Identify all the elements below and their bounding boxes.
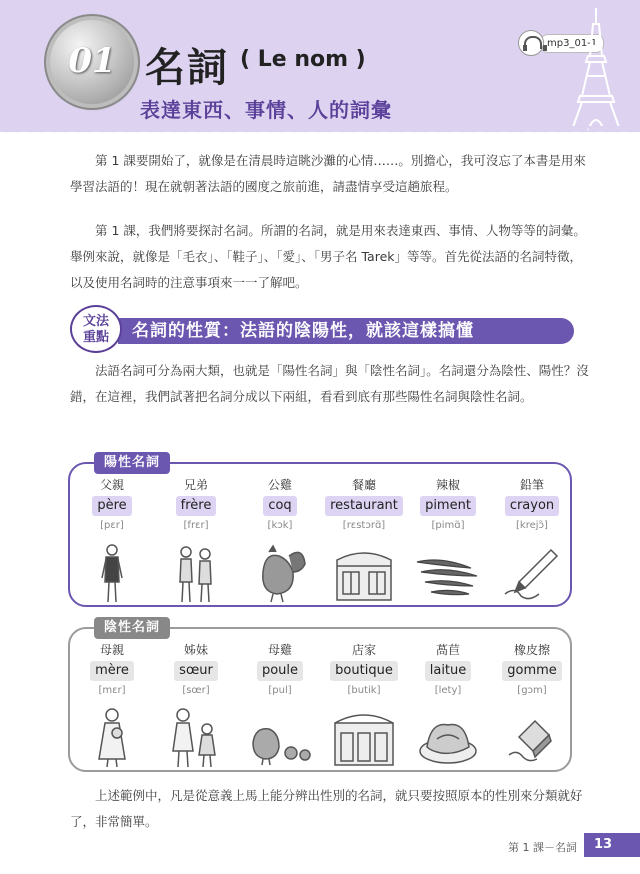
lesson-badge — [50, 20, 134, 104]
brothers-illustration — [159, 542, 233, 604]
noun-chinese: 店家 — [351, 643, 376, 657]
noun-pronunciation: [lety] — [434, 685, 462, 696]
noun-french: frère — [176, 496, 217, 516]
restaurant-illustration — [327, 542, 401, 604]
noun-french: laitue — [425, 661, 472, 681]
noun-item — [70, 641, 154, 773]
father-illustration — [75, 542, 149, 604]
noun-chinese: 鉛筆 — [519, 478, 544, 492]
eiffel-tower-icon — [566, 6, 626, 132]
grammar-paragraph: 法語名詞可分為兩大類，也就是「陽性名詞」與「陰性名詞」。名詞還分為陰性、陽性？沒錯，在這裡，我們試著把名詞分成以下兩組，看看到底有那些陽性名詞與陰性名詞。 — [70, 363, 589, 404]
noun-item — [490, 641, 574, 773]
pencil-illustration — [495, 542, 569, 604]
noun-item — [70, 476, 154, 608]
noun-pronunciation: [butik] — [347, 685, 381, 696]
noun-item — [406, 476, 490, 608]
noun-french: boutique — [330, 661, 398, 681]
noun-french: mère — [90, 661, 134, 681]
lesson-number: 01 — [68, 41, 116, 81]
grammar-tag-line-1: 文法 — [82, 314, 109, 329]
grammar-tag-line-2: 重點 — [82, 330, 109, 345]
noun-pronunciation: [krejɔ̃] — [516, 520, 548, 531]
audio-track-label: mp3_01-1 — [540, 34, 604, 53]
noun-chinese: 姊妹 — [183, 643, 208, 657]
noun-chinese: 辣椒 — [435, 478, 460, 492]
noun-chinese: 公雞 — [267, 478, 292, 492]
noun-chinese: 萵苣 — [435, 643, 460, 657]
chapter-header — [0, 0, 640, 132]
noun-pronunciation: [mɛr] — [98, 685, 126, 696]
noun-item — [154, 641, 238, 773]
noun-french: gomme — [502, 661, 562, 681]
lettuce-illustration — [411, 707, 485, 769]
intro-paragraph-2: 第 1 課，我們將要探討名詞。所謂的名詞，就是用來表達東西、事情、人物等等的詞彙。舉例來說，就像是「毛衣」、「鞋子」、「愛」、「男子名 Tarek」等等。首先從法語的名詞特徵，以及使用名詞時的注意事項來一一了解吧。 — [70, 223, 586, 290]
noun-pronunciation: [pimɑ̃] — [431, 520, 465, 531]
footer-chapter: 第 1 課－名詞 — [508, 841, 577, 854]
intro-paragraph-1: 第 1 課要開始了，就像是在清晨時這眺沙灘的心情……。別擔心，我可沒忘了本書是用來學習法語的！現在就朝著法語的國度之旅前進，請盡情享受這趟旅程。 — [70, 153, 586, 194]
noun-french: crayon — [505, 496, 559, 516]
noun-chinese: 父親 — [99, 478, 124, 492]
headphones-icon — [518, 30, 544, 56]
noun-french: coq — [263, 496, 296, 516]
noun-pronunciation: [gɔm] — [517, 685, 547, 696]
masculine-label: 陽性名詞 — [94, 452, 170, 474]
feminine-nouns-box — [68, 620, 572, 772]
hen-illustration — [243, 707, 317, 769]
noun-chinese: 橡皮擦 — [513, 643, 550, 657]
eraser-illustration — [495, 707, 569, 769]
noun-item — [322, 641, 406, 773]
rooster-illustration — [243, 542, 317, 604]
chili-pepper-illustration — [411, 542, 485, 604]
chapter-subtitle: 表達東西、事情、人的詞彙 — [140, 98, 392, 122]
grammar-point-tag — [70, 305, 122, 353]
noun-pronunciation: [frɛr] — [183, 520, 209, 531]
noun-french: sœur — [174, 661, 218, 681]
noun-item — [238, 476, 322, 608]
noun-item — [322, 476, 406, 608]
chapter-title: 名詞 — [145, 45, 229, 91]
noun-pronunciation: [rɛstɔrɑ̃] — [342, 520, 386, 531]
noun-chinese: 母雞 — [267, 643, 292, 657]
feminine-label: 陰性名詞 — [94, 617, 170, 639]
noun-pronunciation: [pul] — [268, 685, 292, 696]
noun-item — [406, 641, 490, 773]
shop-illustration — [327, 707, 401, 769]
noun-chinese: 餐廳 — [351, 478, 376, 492]
noun-french: piment — [420, 496, 476, 516]
grammar-heading: 名詞的性質：法語的陰陽性，就該這樣搞懂 — [118, 318, 574, 344]
chapter-title-french: ( Le nom ) — [240, 47, 366, 72]
noun-item — [238, 641, 322, 773]
noun-french: poule — [257, 661, 303, 681]
noun-pronunciation: [pɛr] — [100, 520, 124, 531]
sisters-illustration — [159, 707, 233, 769]
masculine-nouns-box — [68, 455, 572, 607]
noun-chinese: 母親 — [99, 643, 124, 657]
noun-item — [154, 476, 238, 608]
noun-item — [490, 476, 574, 608]
noun-chinese: 兄弟 — [183, 478, 208, 492]
mother-illustration — [75, 707, 149, 769]
page-number: 13 — [584, 833, 640, 857]
conclusion-paragraph: 上述範例中，凡是從意義上馬上能分辨出性別的名詞，就只要按照原本的性別來分類就好了，非常簡單。 — [70, 788, 583, 829]
noun-pronunciation: [kɔk] — [267, 520, 293, 531]
noun-french: restaurant — [325, 496, 403, 516]
noun-french: père — [92, 496, 131, 516]
noun-pronunciation: [sœr] — [182, 685, 210, 696]
